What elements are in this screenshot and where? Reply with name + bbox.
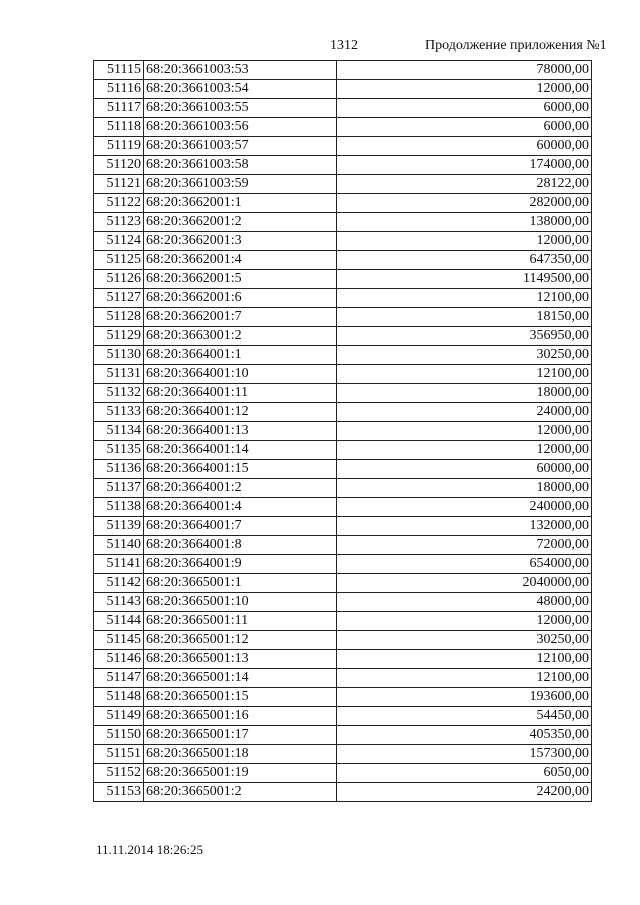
cadastral-number-cell: 68:20:3662001:4 (144, 251, 337, 270)
table-row (94, 118, 592, 137)
table-row (94, 232, 592, 251)
cadastral-value-cell: 24200,00 (337, 783, 592, 802)
table-row (94, 175, 592, 194)
cadastral-value-cell: 6050,00 (337, 764, 592, 783)
table-row (94, 137, 592, 156)
cadastral-value-cell: 12100,00 (337, 289, 592, 308)
row-number-cell: 51137 (94, 479, 144, 498)
table-row (94, 194, 592, 213)
cadastral-value-cell: 60000,00 (337, 460, 592, 479)
cadastral-value-cell: 132000,00 (337, 517, 592, 536)
table-row (94, 517, 592, 536)
cadastral-value-cell: 54450,00 (337, 707, 592, 726)
row-number-cell: 51152 (94, 764, 144, 783)
table-row (94, 650, 592, 669)
row-number-cell: 51121 (94, 175, 144, 194)
row-number-cell: 51138 (94, 498, 144, 517)
cadastral-value-cell: 193600,00 (337, 688, 592, 707)
cadastral-number-cell: 68:20:3663001:2 (144, 327, 337, 346)
table-row (94, 289, 592, 308)
cadastral-value-cell: 12100,00 (337, 650, 592, 669)
cadastral-value-cell: 282000,00 (337, 194, 592, 213)
row-number-cell: 51123 (94, 213, 144, 232)
row-number-cell: 51132 (94, 384, 144, 403)
row-number-cell: 51147 (94, 669, 144, 688)
cadastral-number-cell: 68:20:3664001:8 (144, 536, 337, 555)
cadastral-value-cell: 2040000,00 (337, 574, 592, 593)
row-number-cell: 51150 (94, 726, 144, 745)
row-number-cell: 51142 (94, 574, 144, 593)
row-number-cell: 51146 (94, 650, 144, 669)
cadastral-number-cell: 68:20:3665001:15 (144, 688, 337, 707)
table-row (94, 631, 592, 650)
row-number-cell: 51153 (94, 783, 144, 802)
cadastral-value-cell: 28122,00 (337, 175, 592, 194)
cadastral-value-cell: 48000,00 (337, 593, 592, 612)
cadastral-value-cell: 60000,00 (337, 137, 592, 156)
cadastral-value-cell: 157300,00 (337, 745, 592, 764)
appendix-continuation-note: Продолжение приложения №1 (425, 38, 607, 53)
table-row (94, 308, 592, 327)
table-body (94, 61, 592, 802)
cadastral-number-cell: 68:20:3661003:55 (144, 99, 337, 118)
cadastral-value-cell: 18000,00 (337, 479, 592, 498)
table-row (94, 612, 592, 631)
cadastral-number-cell: 68:20:3662001:6 (144, 289, 337, 308)
table-row (94, 80, 592, 99)
cadastral-number-cell: 68:20:3664001:12 (144, 403, 337, 422)
table-row (94, 251, 592, 270)
cadastral-value-cell: 18000,00 (337, 384, 592, 403)
cadastral-value-cell: 12100,00 (337, 365, 592, 384)
cadastral-value-cell: 72000,00 (337, 536, 592, 555)
cadastral-number-cell: 68:20:3664001:1 (144, 346, 337, 365)
page-number: 1312 (330, 38, 358, 53)
row-number-cell: 51134 (94, 422, 144, 441)
table-row (94, 574, 592, 593)
cadastral-number-cell: 68:20:3664001:11 (144, 384, 337, 403)
cadastral-number-cell: 68:20:3664001:10 (144, 365, 337, 384)
cadastral-number-cell: 68:20:3661003:59 (144, 175, 337, 194)
cadastral-number-cell: 68:20:3661003:57 (144, 137, 337, 156)
table-row (94, 764, 592, 783)
table-row (94, 61, 592, 80)
cadastral-value-cell: 30250,00 (337, 631, 592, 650)
cadastral-number-cell: 68:20:3665001:18 (144, 745, 337, 764)
cadastral-value-cell: 405350,00 (337, 726, 592, 745)
cadastral-value-cell: 78000,00 (337, 61, 592, 80)
row-number-cell: 51117 (94, 99, 144, 118)
row-number-cell: 51116 (94, 80, 144, 99)
cadastral-number-cell: 68:20:3664001:4 (144, 498, 337, 517)
cadastral-value-cell: 6000,00 (337, 99, 592, 118)
cadastral-number-cell: 68:20:3664001:15 (144, 460, 337, 479)
row-number-cell: 51131 (94, 365, 144, 384)
row-number-cell: 51127 (94, 289, 144, 308)
row-number-cell: 51129 (94, 327, 144, 346)
cadastral-value-cell: 24000,00 (337, 403, 592, 422)
table-row (94, 99, 592, 118)
row-number-cell: 51122 (94, 194, 144, 213)
cadastral-value-cell: 12000,00 (337, 422, 592, 441)
cadastral-number-cell: 68:20:3662001:5 (144, 270, 337, 289)
row-number-cell: 51141 (94, 555, 144, 574)
cadastral-value-cell: 12100,00 (337, 669, 592, 688)
cadastral-number-cell: 68:20:3661003:58 (144, 156, 337, 175)
table-row (94, 688, 592, 707)
cadastral-value-cell: 1149500,00 (337, 270, 592, 289)
cadastral-number-cell: 68:20:3665001:2 (144, 783, 337, 802)
table-row (94, 327, 592, 346)
cadastral-value-cell: 12000,00 (337, 612, 592, 631)
cadastral-number-cell: 68:20:3664001:9 (144, 555, 337, 574)
row-number-cell: 51124 (94, 232, 144, 251)
row-number-cell: 51136 (94, 460, 144, 479)
cadastral-number-cell: 68:20:3662001:7 (144, 308, 337, 327)
table-row (94, 783, 592, 802)
row-number-cell: 51139 (94, 517, 144, 536)
row-number-cell: 51119 (94, 137, 144, 156)
row-number-cell: 51140 (94, 536, 144, 555)
table-row (94, 498, 592, 517)
cadastral-number-cell: 68:20:3665001:12 (144, 631, 337, 650)
cadastral-number-cell: 68:20:3661003:53 (144, 61, 337, 80)
cadastral-number-cell: 68:20:3664001:2 (144, 479, 337, 498)
row-number-cell: 51118 (94, 118, 144, 137)
row-number-cell: 51130 (94, 346, 144, 365)
table-row (94, 707, 592, 726)
table-row (94, 726, 592, 745)
cadastral-number-cell: 68:20:3662001:3 (144, 232, 337, 251)
table-row (94, 270, 592, 289)
table-row (94, 403, 592, 422)
table-row (94, 745, 592, 764)
cadastral-value-cell: 138000,00 (337, 213, 592, 232)
cadastral-number-cell: 68:20:3665001:11 (144, 612, 337, 631)
row-number-cell: 51128 (94, 308, 144, 327)
cadastral-number-cell: 68:20:3664001:14 (144, 441, 337, 460)
cadastral-number-cell: 68:20:3665001:1 (144, 574, 337, 593)
row-number-cell: 51133 (94, 403, 144, 422)
cadastral-number-cell: 68:20:3665001:10 (144, 593, 337, 612)
row-number-cell: 51144 (94, 612, 144, 631)
cadastral-value-cell: 174000,00 (337, 156, 592, 175)
table-row (94, 441, 592, 460)
cadastral-number-cell: 68:20:3665001:13 (144, 650, 337, 669)
cadastral-value-cell: 12000,00 (337, 232, 592, 251)
table-row (94, 346, 592, 365)
cadastral-value-cell: 6000,00 (337, 118, 592, 137)
row-number-cell: 51145 (94, 631, 144, 650)
row-number-cell: 51151 (94, 745, 144, 764)
cadastral-value-cell: 240000,00 (337, 498, 592, 517)
cadastral-value-table (93, 60, 592, 802)
cadastral-number-cell: 68:20:3665001:16 (144, 707, 337, 726)
cadastral-value-cell: 18150,00 (337, 308, 592, 327)
cadastral-number-cell: 68:20:3661003:56 (144, 118, 337, 137)
print-timestamp: 11.11.2014 18:26:25 (96, 842, 204, 857)
row-number-cell: 51125 (94, 251, 144, 270)
cadastral-number-cell: 68:20:3664001:13 (144, 422, 337, 441)
table-row (94, 384, 592, 403)
cadastral-value-cell: 647350,00 (337, 251, 592, 270)
table-row (94, 213, 592, 232)
cadastral-number-cell: 68:20:3664001:7 (144, 517, 337, 536)
table-row (94, 365, 592, 384)
row-number-cell: 51135 (94, 441, 144, 460)
cadastral-value-cell: 12000,00 (337, 441, 592, 460)
table-row (94, 593, 592, 612)
cadastral-value-cell: 654000,00 (337, 555, 592, 574)
cadastral-number-cell: 68:20:3661003:54 (144, 80, 337, 99)
table-row (94, 460, 592, 479)
table-row (94, 479, 592, 498)
table-row (94, 422, 592, 441)
table-row (94, 555, 592, 574)
cadastral-number-cell: 68:20:3665001:17 (144, 726, 337, 745)
table-row (94, 536, 592, 555)
row-number-cell: 51148 (94, 688, 144, 707)
row-number-cell: 51115 (94, 61, 144, 80)
cadastral-value-cell: 12000,00 (337, 80, 592, 99)
row-number-cell: 51143 (94, 593, 144, 612)
table-row (94, 669, 592, 688)
cadastral-value-cell: 356950,00 (337, 327, 592, 346)
row-number-cell: 51120 (94, 156, 144, 175)
cadastral-number-cell: 68:20:3662001:1 (144, 194, 337, 213)
cadastral-number-cell: 68:20:3662001:2 (144, 213, 337, 232)
cadastral-number-cell: 68:20:3665001:19 (144, 764, 337, 783)
cadastral-number-cell: 68:20:3665001:14 (144, 669, 337, 688)
cadastral-value-cell: 30250,00 (337, 346, 592, 365)
row-number-cell: 51126 (94, 270, 144, 289)
row-number-cell: 51149 (94, 707, 144, 726)
table-row (94, 156, 592, 175)
